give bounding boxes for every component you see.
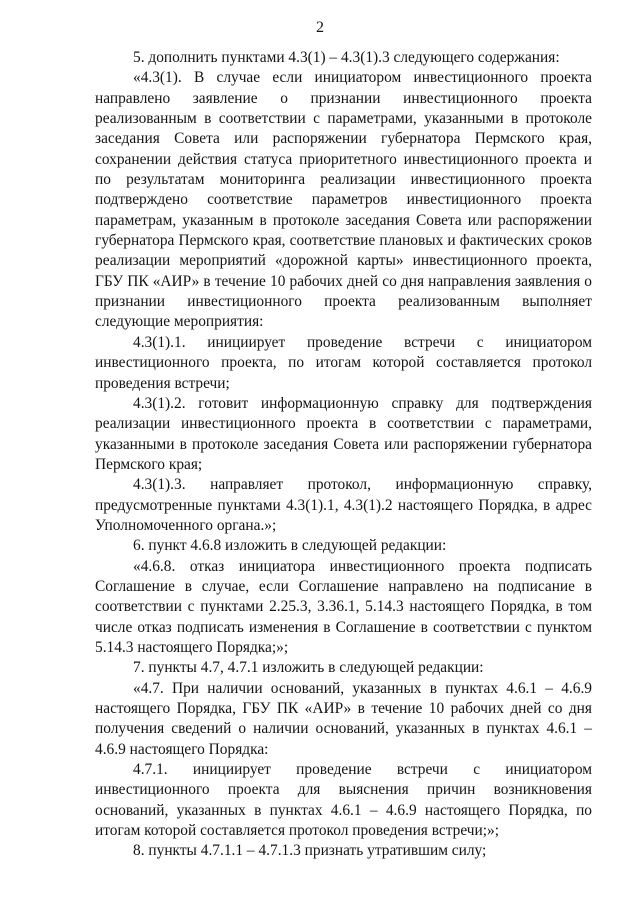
paragraph-item-8: 8. пункты 4.7.1.1 – 4.7.1.3 признать утратившим силу; — [133, 842, 487, 860]
document-body — [95, 48, 592, 862]
paragraph-clause-4-7-1: 4.7.1. инициирует проведение встречи с инициатором инвестиционного проекта для выяснения причин возникновения оснований, указанных в пунктах 4.6.1 – 4.6.9 настоящего Порядка, по итогам которой составляется протокол проведения встречи;»; — [95, 761, 592, 840]
paragraph-clause-4-6-8: «4.6.8. отказ инициатора инвестиционного проекта подписать Соглашение в случае, если Соглашение направлено на подписание в соответствии с пунктами 2.25.3, 3.36.1, 5.14.3 настоящего Порядка, в том числе отказ подписать изменения в Соглашение в соответствии с пунктом 5.14.3 настоящего Порядка;»; — [95, 557, 592, 656]
paragraph-item-5: 5. дополнить пунктами 4.3(1) – 4.3(1).3 следующего содержания: — [133, 49, 560, 66]
paragraph-clause-4-3-1-3: 4.3(1).3. направляет протокол, информационную справку, предусмотренные пунктами 4.3(1).1, 4.3(1).2 настоящего Порядка, в адрес Уполномоченного органа.»; — [95, 476, 592, 534]
paragraph-clause-4-3-1-1: 4.3(1).1. инициирует проведение встречи с инициатором инвестиционного проекта, по итогам которой составляется протокол проведения встречи; — [95, 333, 592, 392]
paragraph-item-6: 6. пункт 4.6.8 изложить в следующей редакции: — [133, 537, 447, 555]
paragraph-clause-4-7: «4.7. При наличии оснований, указанных в пунктах 4.6.1 – 4.6.9 настоящего Порядка, ГБУ ПК «АИР» в течение 10 рабочих дней со дня получения сведений о наличии оснований, указанных в пунктах 4.6.1 – 4.6.9 настоящего Порядка: — [95, 679, 592, 758]
page-number: 2 — [316, 19, 324, 36]
paragraph-item-7: 7. пункты 4.7, 4.7.1 изложить в следующей редакции: — [133, 659, 484, 677]
paragraph-clause-4-3-1: «4.3(1). В случае если инициатором инвестиционного проекта направлено заявление о признании инвестиционного проекта реализованным в соответствии с параметрами, указанными в протоколе заседания Совета или распоряжении губернатора Пермского края, сохранении действия статуса приоритетного инвестиционного проекта и по результатам мониторинга реализации инвестиционного проекта подтверждено соответствие параметров инвестиционного проекта параметрам, указанным в протоколе заседания Совета или распоряжении губернатора Пермского края, соответствие плановых и фактических сроков реализации мероприятий «дорожной карты» инвестиционного проекта, ГБУ ПК «АИР» в течение 10 рабочих дней со дня направления заявления о признании инвестиционного проекта реализованным выполняет следующие мероприятия: — [95, 69, 592, 331]
paragraph-clause-4-3-1-2: 4.3(1).2. готовит информационную справку для подтверждения реализации инвестиционного проекта в соответствии с параметрами, указанными в протоколе заседания Совета или распоряжении губернатора Пермского края; — [95, 394, 592, 473]
